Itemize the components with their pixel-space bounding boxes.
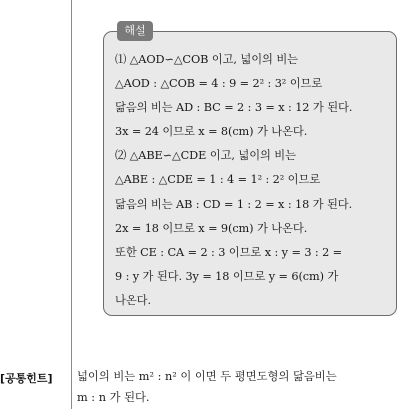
solution-line: 닮음의 비는 AB : CD = 1 : 2 = x : 18 가 된다. (115, 197, 353, 211)
hint-label: [공통힌트] (0, 372, 53, 385)
solution-line: △AOD : △COB = 4 : 9 = 2² : 3² 이므로 (115, 77, 323, 91)
solution-text (115, 48, 392, 313)
solution-line: ⑴ △AOD∽△COB 이고, 넓이의 비는 (115, 53, 298, 66)
solution-line: 닮음의 비는 AD : BC = 2 : 3 = x : 12 가 된다. (115, 101, 353, 115)
hint-text (77, 366, 399, 408)
solution-line: 나온다. (115, 293, 151, 307)
solution-line: ⑵ △ABE∽△CDE 이고, 넓이의 비는 (115, 149, 296, 163)
solution-line: 3x = 24 이므로 x = 8(cm) 가 나온다. (115, 125, 308, 139)
solution-line: △ABE : △CDE = 1 : 4 = 1² : 2² 이므로 (115, 173, 321, 187)
solution-line: 또한 CE : CA = 2 : 3 이므로 x : y = 3 : 2 = (115, 245, 343, 259)
hint-line: 넓이의 비는 m² : n² 이 이면 두 평면도형의 닮음비는 (77, 370, 337, 383)
margin-rule (71, 0, 72, 409)
solution-badge: 해설 (117, 21, 153, 41)
solution-line: 9 : y 가 된다. 3y = 18 이므로 y = 6(cm) 가 (115, 269, 339, 283)
solution-line: 2x = 18 이므로 x = 9(cm) 가 나온다. (115, 221, 308, 235)
hint-line: m : n 가 된다. (77, 391, 150, 404)
